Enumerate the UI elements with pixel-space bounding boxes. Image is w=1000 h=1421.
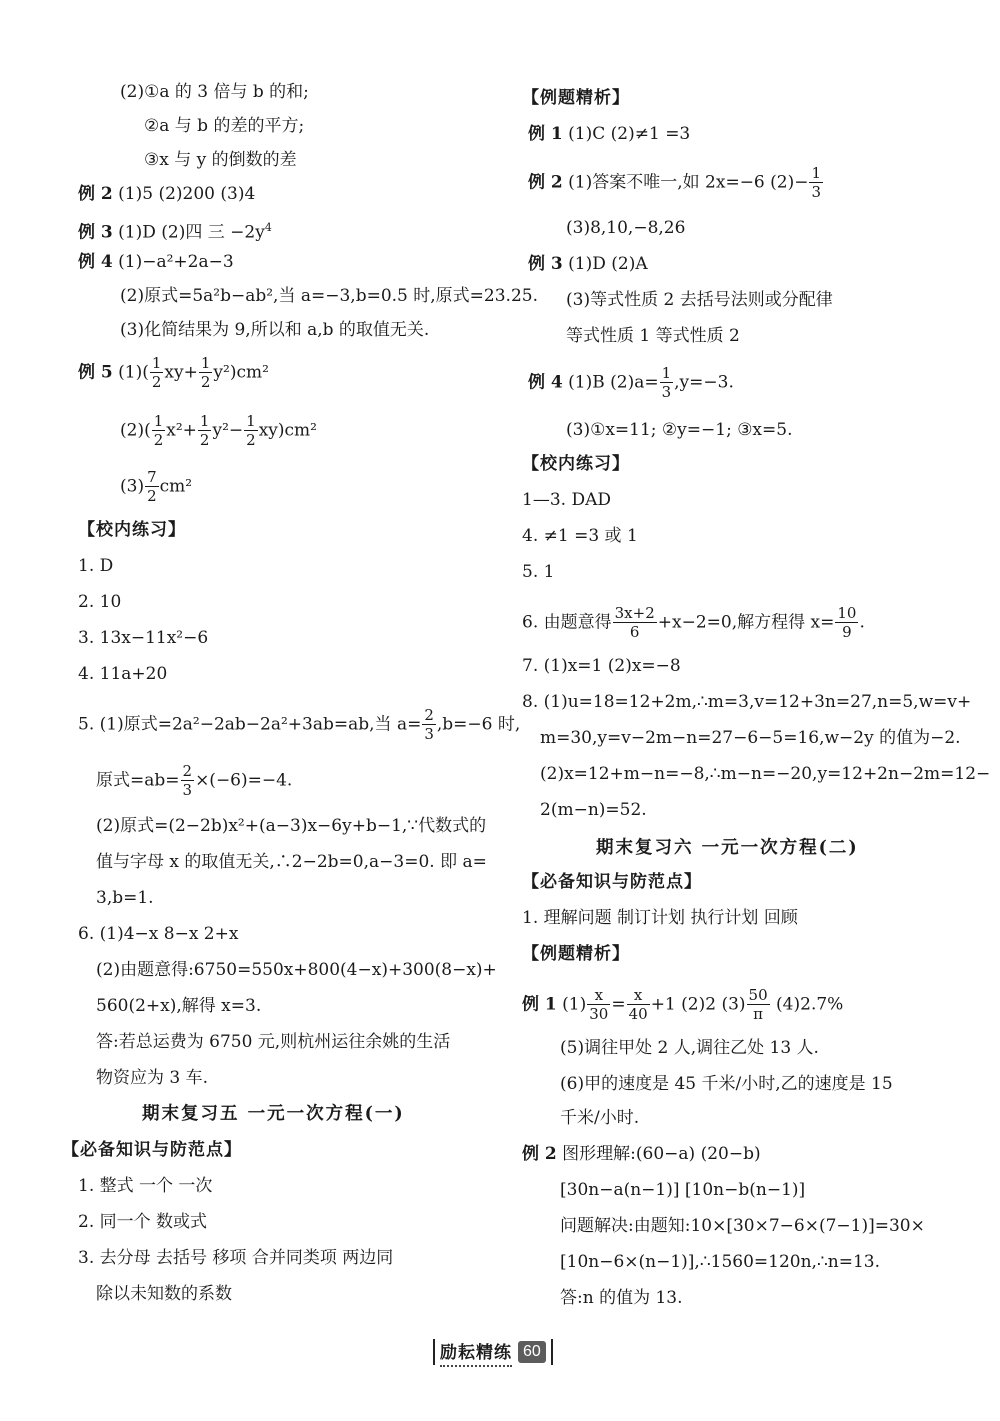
denominator: 30 bbox=[589, 1005, 609, 1023]
denominator: 40 bbox=[628, 1005, 648, 1023]
text-segment: (1) bbox=[562, 994, 587, 1015]
answer-line: (6)甲的速度是 45 千米/小时,乙的速度是 15 bbox=[560, 1074, 893, 1094]
denominator: 2 bbox=[147, 487, 157, 505]
text-segment: ,y=−3. bbox=[674, 372, 734, 393]
example-label: 例 3 bbox=[78, 222, 113, 243]
fraction bbox=[747, 988, 770, 1022]
example-label: 例 2 bbox=[522, 1144, 557, 1164]
numerator: 1 bbox=[153, 412, 164, 430]
list-item bbox=[522, 606, 865, 640]
example-label: 例 1 bbox=[522, 994, 557, 1015]
example-answer: (1)−a²+2a−3 bbox=[118, 252, 234, 272]
answer-line: (2)原式=5a²b−ab²,当 a=−3,b=0.5 时,原式=23.25. bbox=[120, 286, 538, 306]
list-item: 2. 10 bbox=[78, 592, 122, 612]
example-label: 例 1 bbox=[528, 124, 563, 144]
example-label: 例 4 bbox=[78, 252, 113, 272]
denominator: 6 bbox=[629, 623, 640, 641]
list-item: 1. D bbox=[78, 556, 114, 576]
text-segment: (3) bbox=[120, 476, 145, 497]
example-4 bbox=[78, 250, 234, 274]
example-label: 例 2 bbox=[528, 172, 563, 193]
list-item: 1. 整式 一个 一次 bbox=[78, 1176, 213, 1196]
text-segment: (1)( bbox=[118, 362, 149, 383]
example-label: 例 4 bbox=[528, 372, 563, 393]
denominator: 2 bbox=[153, 431, 164, 449]
answer-line: ③x 与 y 的倒数的差 bbox=[144, 150, 297, 170]
example-answer: (1)D (2)四 三 −2y bbox=[118, 222, 265, 243]
fraction bbox=[422, 708, 436, 742]
numerator: x bbox=[587, 988, 610, 1005]
fraction bbox=[809, 166, 823, 200]
denominator: 2 bbox=[151, 373, 162, 391]
answer-line: (3)①x=11; ②y=−1; ③x=5. bbox=[566, 420, 793, 440]
answer-line: 答:若总运费为 6750 元,则杭州运往余姚的生活 bbox=[96, 1032, 451, 1052]
text-segment: (4)2.7% bbox=[770, 994, 844, 1015]
example-3 bbox=[78, 216, 272, 245]
answer-line: m=30,y=v−2m−n=27−6−5=16,w−2y 的值为−2. bbox=[540, 728, 961, 748]
list-item: 8. (1)u=18=12+2m,∴m=3,v=12+3n=27,n=5,w=v+ bbox=[522, 692, 972, 712]
fraction bbox=[660, 366, 674, 400]
answer-line: (3)化简结果为 9,所以和 a,b 的取值无关. bbox=[120, 320, 430, 340]
denominator: π bbox=[753, 1005, 764, 1023]
numerator: 50 bbox=[748, 986, 768, 1004]
numerator: x bbox=[627, 988, 650, 1005]
example-2 bbox=[78, 182, 255, 206]
fraction bbox=[145, 470, 159, 504]
exponent: 4 bbox=[264, 221, 272, 234]
right-column bbox=[522, 0, 991, 1340]
answer-line: (5)调往甲处 2 人,调往乙处 13 人. bbox=[560, 1038, 819, 1058]
fraction bbox=[199, 356, 213, 390]
answer-line: [30n−a(n−1)] [10n−b(n−1)] bbox=[560, 1180, 806, 1200]
example-2 bbox=[522, 1142, 761, 1166]
numerator: 3x+2 bbox=[614, 604, 655, 622]
answer-line: 560(2+x),解得 x=3. bbox=[96, 996, 262, 1016]
denominator: 2 bbox=[199, 431, 210, 449]
denominator: 3 bbox=[811, 183, 822, 201]
left-column bbox=[62, 0, 538, 1340]
example-label: 例 5 bbox=[78, 362, 113, 383]
example-1 bbox=[528, 122, 690, 146]
numerator: 7 bbox=[147, 468, 157, 486]
answer-line: (2)原式=(2−2b)x²+(a−3)x−6y+b−1,∵代数式的 bbox=[96, 816, 487, 836]
brand-name: 励耘精练 bbox=[440, 1338, 512, 1367]
chapter-title: 期末复习六 一元一次方程(二) bbox=[596, 838, 859, 858]
denominator: 2 bbox=[200, 373, 211, 391]
answer-line: 3,b=1. bbox=[96, 888, 154, 908]
answer-line: 问题解决:由题知:10×[30×7−6×(7−1)]=30× bbox=[560, 1216, 925, 1236]
example-answer: 图形理解:(60−a) (20−b) bbox=[562, 1144, 761, 1164]
text-segment: +x−2=0,解方程得 x= bbox=[657, 612, 835, 633]
section-heading-practice: 【校内练习】 bbox=[78, 520, 186, 540]
list-item: 7. (1)x=1 (2)x=−8 bbox=[522, 656, 681, 676]
text-segment: (1)B (2)a= bbox=[568, 372, 659, 393]
example-5 bbox=[78, 356, 269, 390]
answer-line: (3)8,10,−8,26 bbox=[566, 218, 686, 238]
text-segment: xy)cm² bbox=[258, 420, 317, 441]
text-segment: xy+ bbox=[164, 362, 198, 383]
answer-line: [10n−6×(n−1)],∴1560=120n,∴n=13. bbox=[560, 1252, 880, 1272]
answer-line bbox=[120, 414, 317, 448]
fraction bbox=[181, 764, 195, 798]
text-segment: . bbox=[859, 612, 865, 633]
fraction bbox=[152, 414, 166, 448]
list-item: 6. (1)4−x 8−x 2+x bbox=[78, 924, 239, 944]
text-segment: y²− bbox=[212, 420, 244, 441]
answer-line: (2)x=12+m−n=−8,∴m−n=−20,y=12+2n−2m=12− bbox=[540, 764, 991, 784]
answer-line: 等式性质 1 等式性质 2 bbox=[566, 326, 740, 346]
page-number: 60 bbox=[518, 1341, 546, 1363]
denominator: 3 bbox=[661, 383, 672, 401]
example-answer: (1)C (2)≠1 =3 bbox=[568, 124, 691, 144]
section-heading-examples: 【例题精析】 bbox=[522, 88, 630, 108]
list-item: 5. 1 bbox=[522, 562, 555, 582]
list-item: 2. 同一个 数或式 bbox=[78, 1212, 208, 1232]
section-heading-examples: 【例题精析】 bbox=[522, 944, 630, 964]
example-4 bbox=[528, 366, 734, 400]
text-segment: 6. 由题意得 bbox=[522, 612, 612, 633]
answer-line: 千米/小时. bbox=[560, 1108, 640, 1128]
text-segment: (2)( bbox=[120, 420, 151, 441]
numerator: 2 bbox=[424, 706, 434, 724]
fraction bbox=[198, 414, 212, 448]
numerator: 10 bbox=[837, 604, 857, 622]
numerator: 1 bbox=[661, 364, 672, 382]
text-segment: cm² bbox=[159, 476, 193, 497]
answer-line bbox=[96, 764, 292, 798]
section-heading-practice: 【校内练习】 bbox=[522, 454, 630, 474]
page-footer bbox=[428, 1336, 558, 1368]
answer-line: 答:n 的值为 13. bbox=[560, 1288, 683, 1308]
numerator: 1 bbox=[200, 354, 211, 372]
text-segment: = bbox=[611, 994, 626, 1015]
example-2 bbox=[528, 166, 824, 200]
list-item: 4. 11a+20 bbox=[78, 664, 168, 684]
denominator: 3 bbox=[424, 725, 434, 743]
numerator: 1 bbox=[199, 412, 210, 430]
numerator: 1 bbox=[151, 354, 162, 372]
answer-line: ②a 与 b 的差的平方; bbox=[144, 116, 305, 136]
answer-line: 值与字母 x 的取值无关,∴2−2b=0,a−3=0. 即 a= bbox=[96, 852, 487, 872]
list-item: 3. 去分母 去括号 移项 合并同类项 两边同 bbox=[78, 1248, 394, 1268]
list-item: 1—3. DAD bbox=[522, 490, 611, 510]
text-segment: x²+ bbox=[166, 420, 197, 441]
chapter-title: 期末复习五 一元一次方程(一) bbox=[142, 1104, 405, 1124]
footer-divider bbox=[551, 1339, 553, 1365]
text-segment: ×(−6)=−4. bbox=[195, 770, 293, 791]
numerator: 1 bbox=[246, 412, 256, 430]
answer-line: 2(m−n)=52. bbox=[540, 800, 647, 820]
denominator: 3 bbox=[182, 781, 193, 799]
answer-line bbox=[120, 470, 192, 504]
example-answer: (1)5 (2)200 (3)4 bbox=[118, 184, 256, 204]
example-1 bbox=[522, 988, 843, 1022]
numerator: 2 bbox=[182, 762, 193, 780]
example-label: 例 2 bbox=[78, 184, 113, 204]
fraction bbox=[627, 988, 650, 1022]
denominator: 9 bbox=[842, 623, 852, 641]
text-segment: y²)cm² bbox=[213, 362, 269, 383]
fraction bbox=[613, 606, 657, 640]
list-item: 4. ≠1 =3 或 1 bbox=[522, 526, 638, 546]
answer-line: (2)由题意得:6750=550x+800(4−x)+300(8−x)+ bbox=[96, 960, 497, 980]
section-heading-knowledge: 【必备知识与防范点】 bbox=[522, 872, 702, 892]
answer-line: (2)①a 的 3 倍与 b 的和; bbox=[120, 82, 309, 102]
fraction bbox=[244, 414, 258, 448]
denominator: 2 bbox=[246, 431, 256, 449]
list-item bbox=[78, 708, 520, 742]
text-segment: ,b=−6 时, bbox=[436, 714, 521, 735]
text-segment: 5. (1)原式=2a²−2ab−2a²+3ab=ab,当 a= bbox=[78, 714, 422, 735]
answer-line: 除以未知数的系数 bbox=[96, 1284, 232, 1304]
section-heading-knowledge: 【必备知识与防范点】 bbox=[62, 1140, 242, 1160]
answer-line: 物资应为 3 车. bbox=[96, 1068, 209, 1088]
answer-line: (3)等式性质 2 去括号法则或分配律 bbox=[566, 290, 833, 310]
list-item: 1. 理解问题 制订计划 执行计划 回顾 bbox=[522, 908, 798, 928]
example-3 bbox=[528, 252, 648, 276]
example-label: 例 3 bbox=[528, 254, 563, 274]
footer-divider bbox=[433, 1339, 435, 1365]
text-segment: 原式=ab= bbox=[96, 770, 180, 791]
text-segment: +1 (2)2 (3) bbox=[650, 994, 746, 1015]
list-item: 3. 13x−11x²−6 bbox=[78, 628, 209, 648]
example-answer: (1)D (2)A bbox=[568, 254, 648, 274]
fraction bbox=[150, 356, 164, 390]
fraction bbox=[835, 606, 858, 640]
numerator: 1 bbox=[811, 164, 822, 182]
fraction bbox=[587, 988, 610, 1022]
text-segment: (1)答案不唯一,如 2x=−6 (2)− bbox=[568, 172, 809, 193]
